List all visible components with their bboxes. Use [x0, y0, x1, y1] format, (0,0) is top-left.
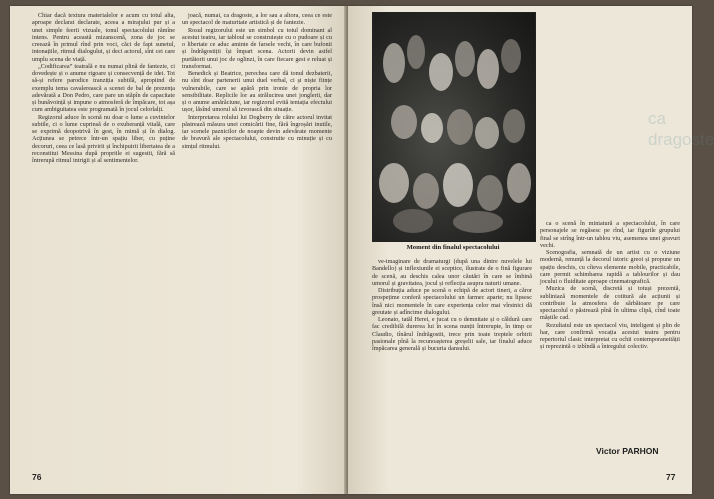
paragraph: ve-imaginare de dramaturgi (după una dintre nuvelele lui Bandello) și inflexiunile ei sceptice, ilustrate de o fină figurare de scenă, au deschis calea unor căutări în care se îmbină umorul și gravitatea, jocul și reflecția asupra naturii umane. [372, 258, 532, 287]
left-page [10, 6, 346, 494]
stage-photo [372, 12, 536, 242]
paragraph: „Codificarea” teatrală e nu numai plină de fantezie, ci dovedește și o anume rigoare și consecvență de idei. Tot să-și refere parodice tranziția subtilă, apropiind de exemplu tema cavalerească a scenei de bal de prezența adevărată a Don Pedro, care pare un stăpîn de capacitate și bunăvoință și impune o atmosferă de împăcare, tot așa cum ambiguitatea este programată în jocul celorlalți. [32, 62, 175, 114]
photo-figure [429, 53, 453, 91]
paragraph: Distribuția aduce pe scenă o echipă de actori tineri, a căror prospețime conferă spectacolului un farmec aparte; nu lipsesc însă nici momentele în care experiența celor mai vîrstnici dă greutate și adîncime dialogului. [372, 287, 532, 316]
photo-figure [455, 41, 475, 77]
left-page-column-1 [32, 12, 175, 452]
paragraph: Benedick și Beatrice, perechea care dă tonul dezbaterii, nu sînt doar partenerii unui duel verbal, ci și niște ființe vulnerabile, care se apără prin ironie de propria lor sensibilitate. Replicile lor au strălucirea unei jonglerii, dar și o anume amărăciune, iar regizorul evită tentația efectului ușor, lăsînd umorul să izvorască din situație. [182, 70, 332, 114]
photo-figure [407, 35, 425, 69]
paragraph: ca o scenă în miniatură a spectacolului, în care personajele se regăsesc pe rînd, iar figurile grupului final se strîng într-un tablou viu, asemenea unei gravuri vechi. [540, 220, 680, 249]
photo-caption: Moment din finalul spectacolului [406, 244, 500, 251]
left-page-column-2 [182, 12, 332, 464]
left-page-number: 76 [32, 472, 42, 482]
paragraph: joacă, numai, ca dragoste, a lor sau a altora, ceea ce este un spectacol de maturitate artistică și de fantezie. [182, 12, 332, 27]
photo-figure [391, 105, 417, 139]
photo-figure [503, 109, 525, 143]
paragraph: Leonato, tatăl Herei, e jucat cu o demnitate și o căldură care fac credibilă durerea lui în scena nunții întrerupte, în timp ce Claudio, tînărul îndrăgostit, trece prin toate treptele orbirii pasionale pînă la recunoașterea greșelii sale, iar finalul aduce împăcarea generală și bucuria dansului. [372, 316, 532, 352]
photo-figure [379, 163, 409, 203]
photo-figure [443, 163, 473, 207]
paragraph: Regizorul aduce în scenă nu doar o lume a cuvintelor subtile, ci o lume cuprinsă de o exuberanță vitală, care se exprimă deopotrivă în gest, în mimă și în dialog. Acțiunea se petrece într-un spațiu liber, cu puține decoruri, ceea ce lasă privirii și închipuirii libertatea de a reconstitui Messina după propriile ei sugestii, fără să întrerupă ritmul intrigii și al sentimentelor. [32, 113, 175, 164]
paragraph: Chiar dacă textura materialelor e acum cu totul alta, aproape declarat declarate, aceea a mirajului pur și a unei simple feerii vizuale, tonul spectacolului rămîne intens. Pentru această mizanscenă, zona de joc se creează în primul rînd prin voci, căci de fapt sunetul, intonațiile, ritmul dialogului, și deci actorul, sînt cei care umplu scena de viață. [32, 12, 175, 63]
photo-figure [421, 113, 443, 143]
paragraph: Muzica de scenă, discretă și totuși prezentă, subliniază momentele de cotitură ale acțiunii și contribuie la atmosfera de sărbătoare pe care spectacolul o păstrează pînă în ultima clipă, cînd toate măștile cad. [540, 285, 680, 322]
paragraph: Interpretarea rolului lui Dogberry de către actorul invitat păstrează măsura unei comicării fine, fără îngroșări inutile, iar scenele paznicilor de noapte devin adevărate momente de bravură ale spectacolului, construite cu minuție și cu simțul ritmului. [182, 113, 332, 150]
photo-figure [383, 43, 405, 83]
photo-figure [447, 109, 473, 145]
photo-figure [475, 117, 499, 149]
photo-figure [413, 173, 439, 209]
paragraph: Rosul regizorului este un simbol cu totul dominant al acestui teatru, iar tabloul se construiește cu o pudoare și cu o libertate ce aduc aminte de farsele vechi, în care bufonii și îndrăgostiții își împart scena. Actorii devin astfel purtătorii unui joc de oglinzi, în care fiecare gest e reluat și transformat. [182, 26, 332, 70]
right-page [348, 6, 714, 494]
photo-figure [501, 39, 521, 73]
right-page-column-middle [372, 258, 532, 468]
photo-figure [507, 163, 531, 203]
bleed-through-text: ca dragoste [648, 109, 714, 149]
paragraph: Scenografia, semnată de un artist cu o viziune modernă, renunță la decorul istoric greoi și propune un spațiu deschis, cu cîteva elemente mobile, practicabile, care permit schimbarea rapidă a tablourilor și dau jocului o fluiditate aproape cinematografică. [540, 249, 680, 285]
paragraph: Rezultatul este un spectacol viu, inteligent și plin de har, care confirmă vocația acestui teatru pentru repertoriul clasic interpretat cu ochii contemporaneității și reprezintă o izbîndă a întregului colectiv. [540, 321, 680, 351]
photo-figure [453, 211, 503, 233]
photo-figure [477, 175, 503, 211]
right-page-number: 77 [666, 472, 676, 482]
right-page-column-right [540, 220, 680, 442]
author-signature: Victor PARHON [596, 446, 659, 456]
photo-figure [393, 209, 433, 233]
photo-figure [477, 49, 499, 89]
